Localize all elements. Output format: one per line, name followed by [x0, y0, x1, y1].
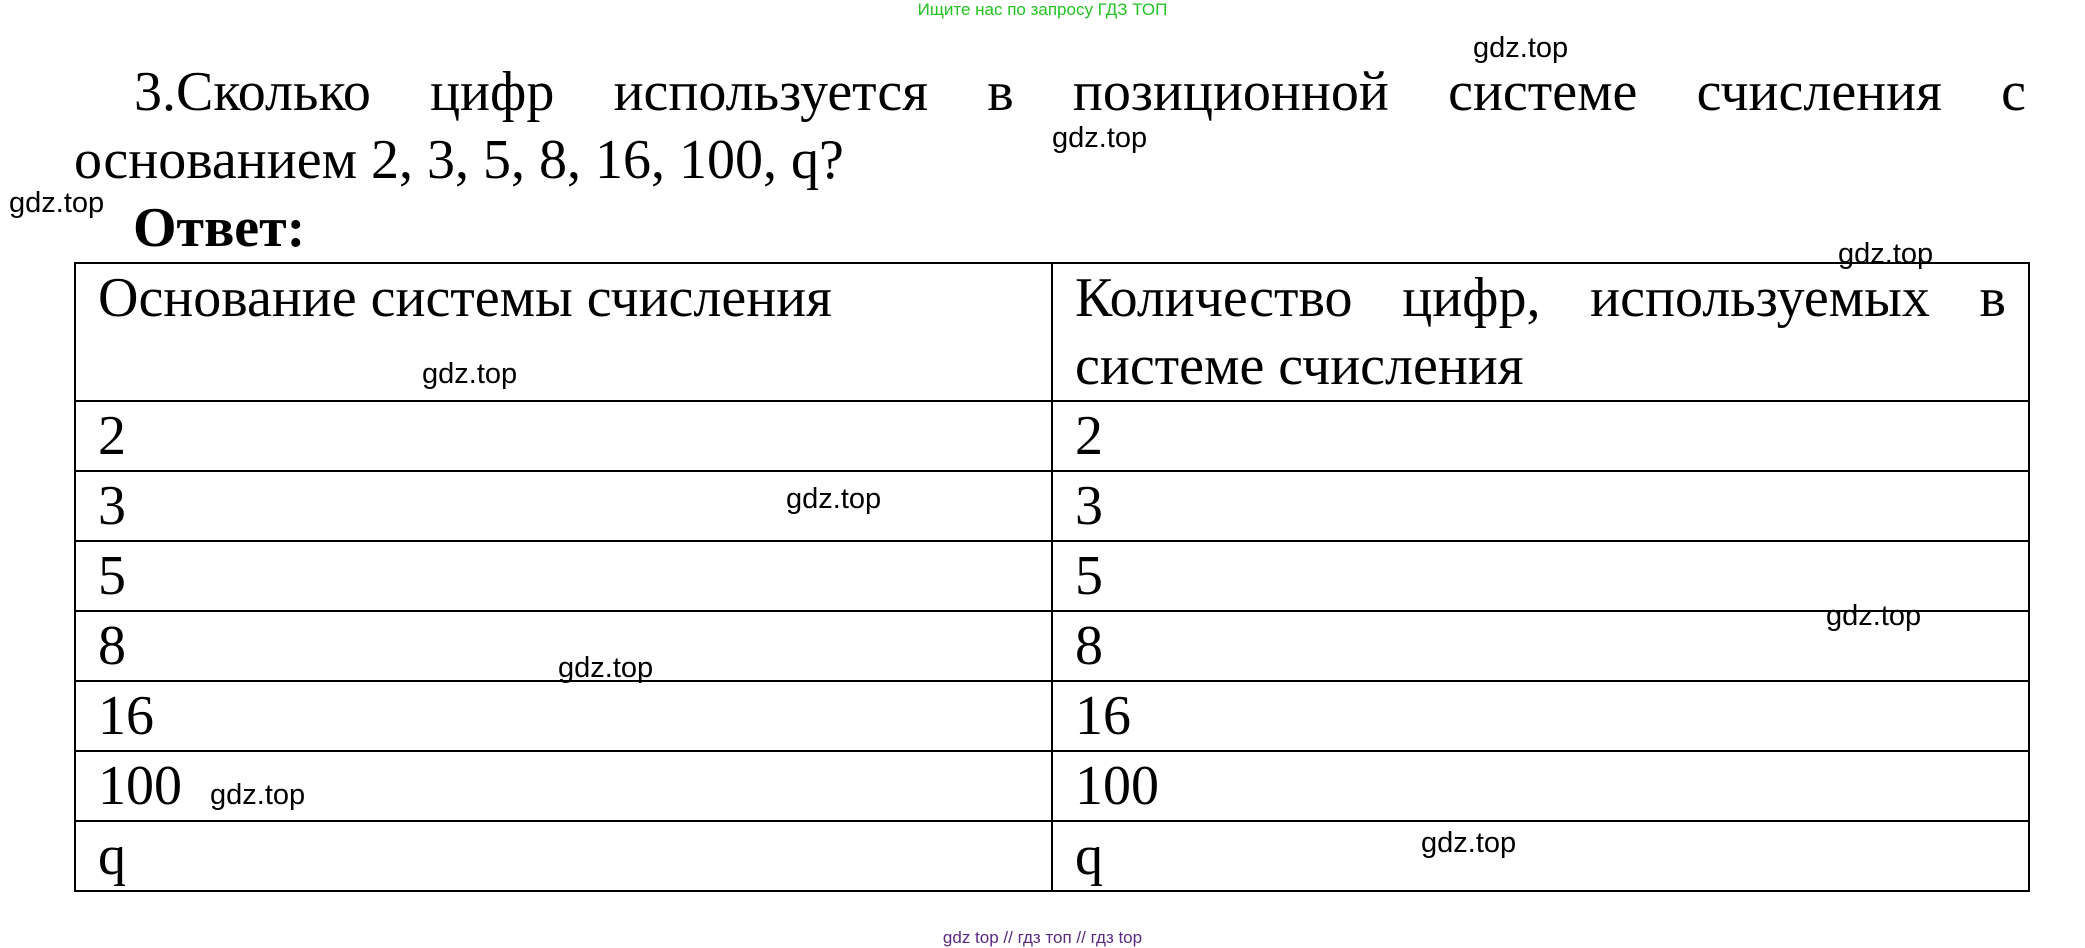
table-row	[75, 611, 2029, 681]
table-cell-base: 100	[75, 751, 1052, 821]
table-header-cell-base: Основание системы счисления	[75, 263, 1052, 401]
watermark: gdz.top	[1052, 122, 1148, 154]
table-header-cell-digit-count: Количество цифр, используемых в системе счисления	[1052, 263, 2029, 401]
table-row	[75, 401, 2029, 471]
table-header-row	[75, 263, 2029, 401]
answer-label: Ответ:	[133, 197, 306, 259]
watermark: gdz.top	[9, 187, 105, 219]
table-cell-digit-count: 16	[1052, 681, 2029, 751]
watermark: gdz.top	[558, 652, 654, 684]
question-line-2: основанием 2, 3, 5, 8, 16, 100, q?	[74, 129, 844, 191]
watermark: gdz.top	[1838, 238, 1934, 270]
watermark: gdz.top	[786, 483, 882, 515]
watermark: gdz.top	[1826, 600, 1922, 632]
table-cell-base: 2	[75, 401, 1052, 471]
table-cell-digit-count: 5	[1052, 541, 2029, 611]
table-cell-digit-count: 3	[1052, 471, 2029, 541]
table-cell-base: 3	[75, 471, 1052, 541]
table-cell-digit-count: 100	[1052, 751, 2029, 821]
footer-text: gdz top // гдз топ // гдз top	[942, 928, 1143, 947]
answer-table	[74, 262, 2030, 892]
table-cell-digit-count: 2	[1052, 401, 2029, 471]
table-row	[75, 751, 2029, 821]
watermark: gdz.top	[422, 358, 518, 390]
search-banner: Ищите нас по запросу ГДЗ ТОП	[917, 0, 1168, 19]
table-cell-base: q	[75, 821, 1052, 891]
table-cell-base: 5	[75, 541, 1052, 611]
table-row	[75, 821, 2029, 891]
watermark: gdz.top	[1473, 32, 1569, 64]
question-line-1: 3.Сколько цифр используется в позиционной системе счисления с	[134, 61, 2026, 123]
table-cell-base: 8	[75, 611, 1052, 681]
table-cell-digit-count: q	[1052, 821, 2029, 891]
table-cell-base: 16	[75, 681, 1052, 751]
question-text	[74, 58, 2026, 194]
table-cell-digit-count: 8	[1052, 611, 2029, 681]
watermark: gdz.top	[1421, 827, 1517, 859]
table-row	[75, 681, 2029, 751]
table-row	[75, 471, 2029, 541]
watermark: gdz.top	[210, 779, 306, 811]
table-row	[75, 541, 2029, 611]
